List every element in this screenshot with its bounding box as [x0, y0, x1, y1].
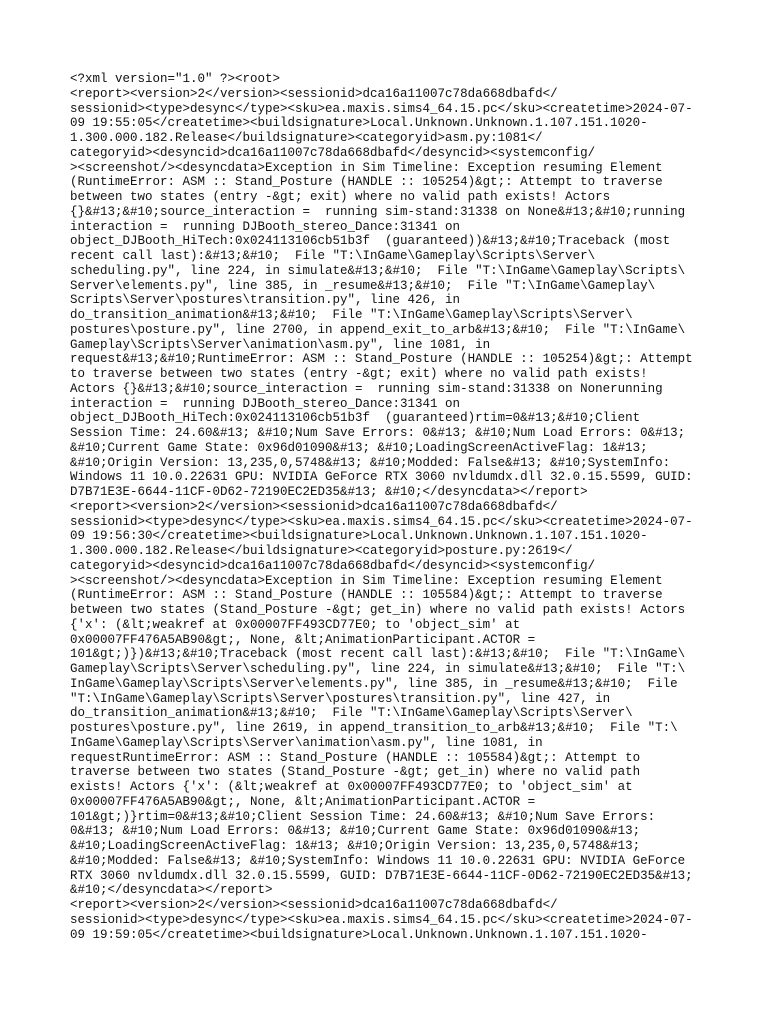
log-line: <report><version>2</version><sessionid>dca16a11007c78da668dbafd</	[70, 86, 558, 101]
log-line: Gameplay\Scripts\Server\animation\asm.py", line 1081, in	[70, 337, 491, 352]
log-line: object_DJBooth_HiTech:0x024113106cb51b3f (guaranteed))&#13;&#10;Traceback (most	[70, 234, 671, 249]
log-line: 0x00007FF476A5AB90&gt;, None, &lt;AnimationParticipant.ACTOR =	[70, 632, 536, 647]
log-line: interaction = running DJBooth_stereo_Dance:31341 on	[70, 396, 461, 411]
log-line: scheduling.py", line 224, in simulate&#13;&#10; File "T:\InGame\Gameplay\Scripts\	[70, 263, 686, 278]
log-line: exists! Actors {'x': (&lt;weakref at 0x00007FF493CD77E0; to 'object_sim' at	[70, 780, 633, 794]
log-line: do_transition_animation&#13;&#10; File "T:\InGame\Gameplay\Scripts\Server\	[70, 308, 633, 322]
log-line: interaction = running DJBooth_stereo_Dance:31341 on	[70, 219, 461, 234]
log-line: object_DJBooth_HiTech:0x024113106cb51b3f (guaranteed)rtim=0&#13;&#10;Client	[70, 411, 641, 426]
log-line: <report><version>2</version><sessionid>dca16a11007c78da668dbafd</	[70, 499, 558, 514]
log-line: {'x': (&lt;weakref at 0x00007FF493CD77E0; to 'object_sim' at	[70, 617, 521, 632]
log-line: &#10;Current Game State: 0x96d01090&#13; &#10;LoadingScreenActiveFlag: 1&#13;	[70, 440, 648, 455]
log-line: 09 19:55:05</createtime><buildsignature>Local.Unknown.Unknown.1.107.151.1020-	[70, 116, 648, 131]
log-line: InGame\Gameplay\Scripts\Server\animation\asm.py", line 1081, in	[70, 735, 543, 750]
log-line: D7B71E3E-6644-11CF-0D62-72190EC2ED35&#13; &#10;</desyncdata></report>	[70, 485, 588, 499]
log-line: (RuntimeError: ASM :: Stand_Posture (HANDLE :: 105584)&gt;: Attempt to traverse	[70, 588, 663, 603]
log-line: Server\elements.py", line 385, in _resume&#13;&#10; File "T:\InGame\Gameplay\	[70, 278, 656, 293]
log-line: 0x00007FF476A5AB90&gt;, None, &lt;AnimationParticipant.ACTOR =	[70, 794, 536, 809]
log-line: &#10;Origin Version: 13,235,0,5748&#13; &#10;Modded: False&#13; &#10;SystemInfo:	[70, 455, 671, 470]
log-line: traverse between two states (Stand_Posture -&gt; get_in) where no valid path	[70, 765, 641, 780]
log-line: RTX 3060 nvldumdx.dll 32.0.15.5599, GUID: D7B71E3E-6644-11CF-0D62-72190EC2ED35&#13;	[70, 868, 693, 883]
log-line: between two states (Stand_Posture -&gt; get_in) where no valid path exists! Actors	[70, 603, 686, 617]
log-line: between two states (entry -&gt; exit) where no valid path exists! Actors	[70, 190, 611, 204]
log-line: 09 19:56:30</createtime><buildsignature>Local.Unknown.Unknown.1.107.151.1020-	[70, 529, 648, 544]
log-line: InGame\Gameplay\Scripts\Server\elements.py", line 385, in _resume&#13;&#10; File	[70, 676, 678, 691]
log-line: <?xml version="1.0" ?><root>	[70, 72, 281, 86]
log-line: {}&#13;&#10;source_interaction = running sim-stand:31338 on None&#13;&#10;running	[70, 204, 686, 219]
log-line: 0&#13; &#10;Num Load Errors: 0&#13; &#10;Current Game State: 0x96d01090&#13;	[70, 824, 641, 839]
log-line: categoryid><desyncid>dca16a11007c78da668dbafd</desyncid><systemconfig/	[70, 558, 596, 573]
log-line: &#10;LoadingScreenActiveFlag: 1&#13; &#10;Origin Version: 13,235,0,5748&#13;	[70, 839, 641, 853]
log-line: to traverse between two states (entry -&gt; exit) where no valid path exists!	[70, 367, 648, 381]
log-line: Gameplay\Scripts\Server\scheduling.py", line 224, in simulate&#13;&#10; File "T:\	[70, 662, 686, 676]
log-line: "T:\InGame\Gameplay\Scripts\Server\postures\transition.py", line 427, in	[70, 691, 611, 706]
log-line: sessionid><type>desync</type><sku>ea.maxis.sims4_64.15.pc</sku><createtime>2024-07-	[70, 101, 693, 116]
log-line: <report><version>2</version><sessionid>dca16a11007c78da668dbafd</	[70, 898, 558, 912]
log-line: Actors {}&#13;&#10;source_interaction = running sim-stand:31338 on Nonerunning	[70, 381, 663, 396]
log-line: 101&gt;)})&#13;&#10;Traceback (most recent call last):&#13;&#10; File "T:\InGame\	[70, 647, 686, 662]
log-line: postures\posture.py", line 2700, in append_exit_to_arb&#13;&#10; File "T:\InGame\	[70, 322, 686, 337]
log-line: &#10;Modded: False&#13; &#10;SystemInfo: Windows 11 10.0.22631 GPU: NVIDIA GeForce	[70, 853, 686, 868]
log-line: sessionid><type>desync</type><sku>ea.maxis.sims4_64.15.pc</sku><createtime>2024-07-	[70, 514, 693, 529]
log-line: Scripts\Server\postures\transition.py", line 426, in	[70, 293, 461, 308]
log-line: (RuntimeError: ASM :: Stand_Posture (HANDLE :: 105254)&gt;: Attempt to traverse	[70, 175, 663, 190]
log-line: 09 19:59:05</createtime><buildsignature>Local.Unknown.Unknown.1.107.151.1020-	[70, 927, 648, 942]
log-line: &#10;</desyncdata></report>	[70, 883, 273, 898]
log-line: Windows 11 10.0.22631 GPU: NVIDIA GeForce RTX 3060 nvldumdx.dll 32.0.15.5599, GUID:	[70, 470, 693, 485]
log-line: categoryid><desyncid>dca16a11007c78da668dbafd</desyncid><systemconfig/	[70, 145, 596, 160]
log-line: recent call last):&#13;&#10; File "T:\InGame\Gameplay\Scripts\Server\	[70, 249, 596, 263]
log-line: 1.300.000.182.Release</buildsignature><categoryid>asm.py:1081</	[70, 131, 543, 145]
log-line: Session Time: 24.60&#13; &#10;Num Save Errors: 0&#13; &#10;Num Load Errors: 0&#13;	[70, 426, 686, 440]
log-line: postures\posture.py", line 2619, in append_transition_to_arb&#13;&#10; File "T:\	[70, 721, 678, 735]
log-line: requestRuntimeError: ASM :: Stand_Posture (HANDLE :: 105584)&gt;: Attempt to	[70, 750, 641, 765]
log-line: sessionid><type>desync</type><sku>ea.maxis.sims4_64.15.pc</sku><createtime>2024-07-	[70, 912, 693, 927]
log-line: 1.300.000.182.Release</buildsignature><categoryid>posture.py:2619</	[70, 544, 573, 558]
log-line: ><screenshot/><desyncdata>Exception in Sim Timeline: Exception resuming Element	[70, 160, 663, 175]
log-line: ><screenshot/><desyncdata>Exception in Sim Timeline: Exception resuming Element	[70, 573, 663, 588]
log-line: do_transition_animation&#13;&#10; File "T:\InGame\Gameplay\Scripts\Server\	[70, 706, 633, 721]
log-line: request&#13;&#10;RuntimeError: ASM :: Stand_Posture (HANDLE :: 105254)&gt;: Attempt	[70, 352, 693, 367]
log-line: 101&gt;)}rtim=0&#13;&#10;Client Session Time: 24.60&#13; &#10;Num Save Errors:	[70, 809, 656, 824]
xml-log-text	[70, 72, 710, 942]
